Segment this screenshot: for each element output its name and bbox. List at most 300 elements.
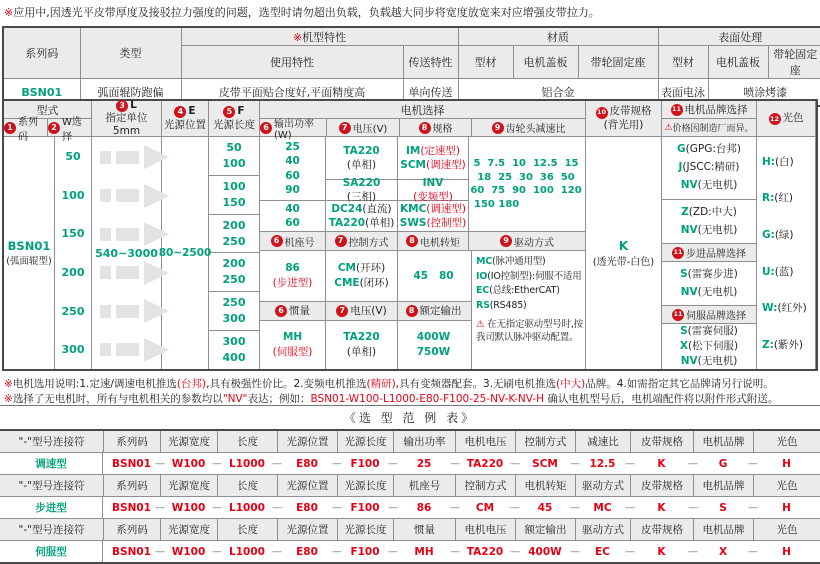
col-header-transfer-feature: 传送特性 [403, 46, 458, 79]
example-value [753, 453, 820, 474]
header-length-letter: L [130, 98, 137, 111]
example-header-row [0, 518, 820, 540]
ac-motor-section [260, 137, 585, 232]
example-row-label: 伺服型 [0, 541, 103, 562]
text-segment: 价格因制造厂而异。 [672, 124, 754, 134]
example-value-text: X [718, 545, 728, 558]
model-connector-dash: — [388, 546, 398, 557]
header-spec: 8 规格 [399, 119, 471, 136]
example-col-header: 皮带规格 [630, 431, 693, 452]
text-segment: (精研) [366, 378, 396, 390]
example-value-text: K [657, 457, 666, 470]
example-value [753, 497, 820, 518]
example-value-row [0, 496, 820, 518]
num-11-icon: 11 [672, 309, 684, 321]
example-col-header: "-"型号连接符 [18, 480, 85, 492]
text-segment: KMC [400, 202, 427, 215]
example-col-header: 光源位置 [277, 431, 337, 452]
text-segment: (红外) [777, 302, 807, 315]
example-col-header: 系列码 [103, 431, 160, 452]
group-light-length [209, 101, 260, 369]
text-segment: (JSCC:精研) [682, 161, 740, 174]
text-segment: 机型特性 [302, 30, 347, 44]
example-value-text: W100 [171, 501, 206, 514]
brand-option [680, 266, 738, 284]
example-value [753, 541, 820, 562]
text-segment: (无电机) [697, 354, 738, 367]
num-11-icon: 11 [672, 247, 684, 259]
divider [0, 405, 820, 406]
servo-row [260, 321, 471, 369]
type-value: 弧面辊防跑偏 [80, 79, 181, 107]
num-8-icon: 8 [406, 235, 418, 247]
col-header-use-feature: 使用特性 [181, 46, 403, 79]
example-col-header: 输出功率 [393, 431, 455, 452]
header-motor-torque: 8 电机转矩 [398, 232, 469, 250]
example-value-text: L1000 [229, 501, 265, 514]
example-col-header: 光源长度 [337, 519, 393, 540]
header-w-select-label: W选择 [62, 116, 82, 143]
example-value-text: MC [593, 501, 612, 514]
example-col-header: 控制方式 [455, 475, 515, 496]
group-motor-brand [662, 101, 757, 369]
example-value [455, 453, 520, 474]
brand-group-servo [662, 324, 756, 369]
model-connector-dash: — [748, 546, 758, 557]
example-value-text: G [718, 457, 728, 470]
num-2-icon: 2 [48, 122, 60, 134]
text-segment: (无电机) [697, 223, 738, 236]
example-value [630, 497, 698, 518]
text-segment: (三相) [346, 191, 377, 203]
example-col-header: "-"型号连接符 [18, 436, 85, 448]
num-11-icon: 11 [671, 104, 683, 116]
text-segment: (闭环) [359, 277, 389, 289]
header-f-letter: F [237, 105, 245, 118]
example-value-text: F100 [350, 457, 380, 470]
col-header-series-code: 系列码 [3, 27, 80, 79]
example-row-label: 步进型 [0, 497, 103, 518]
example-value [455, 497, 520, 518]
text-segment: (伺服型) [272, 346, 313, 358]
model-connector-dash: — [450, 458, 460, 469]
text-segment: 电机选用说明:1.定速/调速电机推选 [12, 378, 177, 390]
text-segment: 确认电机型号后，电机端配件将以附件形式附送。 [544, 393, 779, 405]
model-connector-dash: — [155, 502, 165, 513]
group-model-format [4, 101, 92, 369]
example-value-text: H [782, 457, 791, 470]
group-belt-spec [586, 101, 662, 369]
header-length-sub: 指定单位5mm [105, 111, 148, 138]
text-segment: CME [334, 277, 360, 289]
use-feature-value: 皮带平面贴合度好,平面精度高 [181, 79, 403, 107]
gear-ratio-cell: 5 7.5 10 12.5 15 18 25 30 36 50 60 75 90 100 120 150 180 [470, 158, 582, 210]
example-value-text: H [782, 545, 791, 558]
header-control-mode: 7 控制方式 [326, 232, 398, 250]
text-segment: (单相) [346, 346, 377, 358]
col-header-material: 材质 [458, 27, 658, 46]
model-connector-dash: — [625, 458, 635, 469]
belt-spec-value: K (透光带-白色) [592, 238, 655, 268]
model-connector-dash: — [388, 458, 398, 469]
example-value [217, 453, 282, 474]
text-segment: BSN01-W100-L1000-E80-F100-25-NV-K-NV-H [310, 393, 545, 405]
text-segment: NV [680, 223, 698, 236]
text-segment: TA220 [343, 144, 380, 157]
text-segment: ※ [4, 393, 13, 405]
example-value [515, 453, 580, 474]
text-segment: (变频型) [413, 191, 453, 203]
text-segment: 品牌。4.如需指定其它品牌请另行说明。 [585, 378, 774, 390]
drive-option [476, 270, 583, 285]
example-value-text: BSN01 [112, 501, 151, 514]
example-col-header: 光源宽度 [160, 431, 217, 452]
model-connector-dash: — [510, 546, 520, 557]
brand-option [678, 159, 739, 177]
example-col-header: 系列码 [103, 475, 160, 496]
num-7-icon: 7 [335, 235, 347, 247]
light-color-option [762, 264, 815, 279]
example-value-text: L1000 [229, 457, 265, 470]
text-segment: TA220 [328, 217, 366, 229]
rated-output-values: 400W 750W [416, 331, 451, 358]
example-value [393, 541, 460, 562]
series-code-sub: (弧面辊型) [6, 256, 52, 267]
text-segment: ※ [292, 30, 303, 44]
example-value-text: W100 [171, 545, 206, 558]
example-value-text: SCM [532, 457, 558, 470]
text-segment: ※ [4, 6, 14, 19]
text-segment: G [677, 143, 686, 156]
num-6-icon: 6 [275, 305, 287, 317]
example-value-row [0, 452, 820, 474]
example-value [515, 541, 580, 562]
model-connector-dash: — [332, 458, 342, 469]
num-9-icon: 9 [500, 235, 512, 247]
col-header-motor-cover: 电机盖板 [513, 46, 578, 79]
series-code: BSN01 [7, 239, 51, 253]
example-col-header: 机座号 [393, 475, 455, 496]
light-color-option [762, 337, 815, 352]
text-segment: (白) [775, 155, 794, 168]
example-header-row [0, 474, 820, 496]
header-length [92, 98, 161, 138]
example-col-header: 驱动方式 [575, 519, 630, 540]
num-8-icon: 8 [419, 122, 431, 134]
model-connector-dash: — [155, 458, 165, 469]
w-option: 200 [61, 265, 85, 279]
series-code-cell [4, 137, 55, 369]
header-light-length [209, 101, 259, 137]
text-segment: IM [405, 144, 421, 157]
example-col-header: "-"型号连接符 [18, 524, 85, 536]
text-segment: ,具有极强性价比。2.变频电机推选 [206, 378, 367, 390]
header-light-position-sub: 光源位置 [164, 118, 206, 131]
num-1-icon: 1 [4, 122, 16, 134]
example-value-text: K [657, 545, 666, 558]
length-range: 540~3000 [95, 246, 158, 260]
text-segment: TA220 [343, 331, 380, 344]
example-col-header: 光源长度 [337, 475, 393, 496]
group-light-color [757, 101, 816, 369]
text-segment: (调速型) [426, 159, 466, 171]
text-segment: 选择了无电机时，所有与电机相关的参数均以 [12, 393, 223, 405]
text-segment: 86 [285, 262, 300, 275]
example-col-header: 电机转矩 [515, 475, 575, 496]
text-segment: (控制型) [426, 217, 467, 229]
header-light-position [162, 101, 208, 137]
text-segment: U: [762, 265, 775, 278]
text-segment: NV [680, 178, 698, 191]
header-output-power: 6 输出功率(W) [260, 119, 326, 136]
example-value-text: W100 [171, 457, 206, 470]
model-connector-dash: — [332, 502, 342, 513]
example-value [693, 453, 758, 474]
example-col-header: 光源宽度 [160, 519, 217, 540]
example-table-title: 《选 型 范 例 表》 [343, 411, 477, 425]
light-color-option [762, 300, 815, 315]
example-value [103, 453, 165, 474]
text-segment: W: [762, 302, 778, 315]
spec-kmc-sws [398, 201, 468, 231]
motor-selection-note [4, 376, 816, 391]
example-value [277, 541, 342, 562]
model-connector-dash: — [272, 458, 282, 469]
brand-option [681, 204, 737, 222]
example-value-text: 25 [416, 457, 432, 470]
header-model-format: 型式 [4, 101, 91, 119]
brand-option [681, 284, 738, 302]
model-connector-dash: — [510, 502, 520, 513]
model-connector-dash: — [155, 546, 165, 557]
text-segment: EC [476, 285, 490, 297]
text-segment: 在无指定驱动型号时,按我司默认脉冲驱动配置。 [476, 318, 583, 343]
text-segment: (中大) [556, 378, 586, 390]
example-col-header: 光源位置 [277, 519, 337, 540]
header-drive-mode: 9 驱动方式 [469, 232, 585, 250]
example-value [575, 497, 635, 518]
example-value [217, 541, 282, 562]
example-value [337, 453, 398, 474]
example-value [393, 453, 460, 474]
text-segment: ※ [4, 378, 13, 390]
w-option: 250 [61, 304, 85, 318]
model-connector-dash: — [212, 546, 222, 557]
header-series-code-label: 系列码 [18, 116, 38, 143]
model-selection-table [2, 99, 818, 371]
header-voltage: 7 电压(V) [326, 119, 399, 136]
example-value [160, 453, 222, 474]
header-light-color: 12 光色 [757, 101, 815, 137]
example-value [630, 453, 698, 474]
example-col-header: 惯量 [393, 519, 455, 540]
light-color-option [762, 154, 815, 169]
text-segment: MC [476, 256, 493, 267]
example-value [515, 497, 580, 518]
model-connector-dash: — [272, 502, 282, 513]
example-col-header: 光源位置 [277, 475, 337, 496]
drive-warning [476, 319, 583, 345]
example-value-text: F100 [350, 501, 380, 514]
example-value-text: 12.5 [589, 457, 616, 470]
example-value-text: E80 [296, 545, 318, 558]
light-length-option: 200 250 [209, 253, 259, 292]
example-value-text: E80 [296, 457, 318, 470]
text-segment: ⚠ [476, 318, 488, 330]
model-connector-dash: — [570, 546, 580, 557]
text-segment: (无电机) [697, 285, 738, 298]
drive-mode-cell [471, 251, 585, 369]
example-col-header: 电机电压 [455, 431, 515, 452]
header-servo-brand: 11 伺服品牌选择 [662, 306, 756, 324]
example-value [103, 541, 165, 562]
example-col-header: 电机品牌 [693, 519, 753, 540]
text-segment: (绿) [774, 229, 794, 242]
brand-group-brushless [662, 200, 756, 244]
ordering-example-table [0, 429, 820, 564]
header-gear-ratio: 9 齿轮头减速比 [471, 119, 585, 136]
voltage-sa220 [326, 176, 397, 203]
col-header-model-features [181, 27, 458, 46]
example-col-header: 皮带规格 [630, 519, 693, 540]
power-options-dc: 40 60 [285, 202, 300, 229]
example-col-header: 额定输出 [515, 519, 575, 540]
model-connector-dash: — [625, 546, 635, 557]
light-color-option [762, 190, 815, 205]
header-motor-selection: 电机选择 [260, 101, 585, 119]
text-segment: 应用中,因透光平皮带厚度及接驳拉力强度的问题，选型时请勿超出负载，负载越大同步将宽度放宽来对应增强皮带拉力。 [13, 6, 600, 19]
num-8-icon: 8 [406, 305, 418, 317]
brand-option [680, 324, 738, 339]
num-12-icon: 12 [769, 113, 781, 125]
example-value-text: BSN01 [112, 545, 151, 558]
col-header-type: 类型 [80, 27, 181, 79]
text-segment: (台邦) [176, 378, 207, 390]
text-segment: (红) [774, 192, 793, 205]
example-col-header: 减速比 [575, 431, 630, 452]
header-frame-size: 6 机座号 [260, 232, 326, 250]
light-length-option: 300 400 [222, 335, 246, 365]
example-value [575, 541, 635, 562]
text-segment: Z: [762, 339, 774, 352]
example-col-header: 长度 [217, 519, 277, 540]
light-length-option: 250 300 [209, 292, 259, 331]
example-col-header: 电机品牌 [693, 475, 753, 496]
example-value-text: MH [414, 545, 434, 558]
header-voltage2: 7 电压(V) [326, 302, 398, 320]
example-value-text: CM [475, 501, 495, 514]
text-segment: (雷赛伺服) [687, 325, 738, 338]
light-color-options [757, 137, 815, 369]
text-segment: S [680, 325, 688, 338]
example-header-row [0, 431, 820, 452]
example-value-text: H [782, 501, 791, 514]
header-inertia: 6 惯量 [260, 302, 326, 320]
text-segment: RS [476, 300, 490, 312]
example-value [693, 541, 758, 562]
example-value-text: 400W [528, 545, 562, 558]
example-col-header: 控制方式 [515, 431, 575, 452]
light-length-options [209, 137, 259, 369]
text-segment: (直流) [362, 202, 392, 215]
model-connector-dash: — [688, 458, 698, 469]
voltage-ta220 [326, 137, 397, 180]
model-connector-dash: — [212, 502, 222, 513]
col-header-pulley-mount2: 带轮固定座 [768, 46, 820, 79]
text-segment: (ZD:中大) [688, 205, 737, 218]
group-light-position [158, 101, 212, 369]
text-segment: S [680, 267, 688, 280]
example-value-text: TA220 [466, 457, 504, 470]
example-col-header: 电机品牌 [693, 431, 753, 452]
example-col-header: 长度 [217, 475, 277, 496]
example-value [337, 541, 398, 562]
power-options-ac: 25 40 60 90 [260, 137, 325, 201]
model-connector-dash: — [450, 502, 460, 513]
text-segment: G: [762, 229, 775, 242]
text-segment: INV [422, 176, 444, 189]
example-value-text: L1000 [229, 545, 265, 558]
text-segment: CM [337, 262, 356, 275]
header-e-letter: E [188, 105, 196, 118]
text-segment: (定速型) [420, 144, 461, 157]
servo-subheader-row [260, 302, 471, 321]
inertia-value [260, 321, 326, 369]
header-brand-warning [662, 119, 756, 137]
model-connector-dash: — [332, 546, 342, 557]
text-segment: (松下伺服) [687, 340, 739, 353]
num-7-icon: 7 [339, 122, 351, 134]
model-connector-dash: — [688, 546, 698, 557]
brand-group-stepper [662, 262, 756, 306]
model-connector-dash: — [570, 458, 580, 469]
text-segment: H: [762, 155, 775, 168]
text-segment: (开环) [355, 262, 386, 275]
example-value [217, 497, 282, 518]
text-segment: ⚠ [664, 122, 673, 133]
group-length [92, 98, 162, 369]
text-segment: J [678, 161, 683, 174]
example-value [277, 497, 342, 518]
w-option: 300 [61, 343, 85, 357]
num-6-icon: 6 [260, 122, 272, 134]
model-connector-dash: — [570, 502, 580, 513]
example-value-text: F100 [350, 545, 380, 558]
output-power-col [260, 137, 326, 231]
w-option: 50 [65, 149, 81, 163]
model-connector-dash: — [688, 502, 698, 513]
example-value-text: E80 [296, 501, 318, 514]
text-segment: IO [476, 270, 488, 282]
example-row-label: 调速型 [0, 453, 103, 474]
stepper-row [260, 251, 471, 302]
text-segment: (单相) [346, 159, 377, 171]
drive-option [476, 255, 583, 270]
no-motor-note [4, 391, 816, 406]
text-segment: "NV" [222, 393, 248, 405]
col-header-profile: 型材 [458, 46, 513, 79]
brand-option [681, 177, 738, 195]
light-position-range: 80~2500 [158, 247, 212, 259]
text-segment: DC24 [331, 202, 363, 215]
text-segment: R: [762, 192, 775, 205]
example-value [393, 497, 460, 518]
num-4-icon: 4 [174, 106, 186, 118]
surface-profile-value: 表面电泳 [658, 79, 708, 107]
frame-size-value [260, 251, 326, 301]
brand-option [680, 339, 738, 354]
model-connector-dash: — [748, 458, 758, 469]
